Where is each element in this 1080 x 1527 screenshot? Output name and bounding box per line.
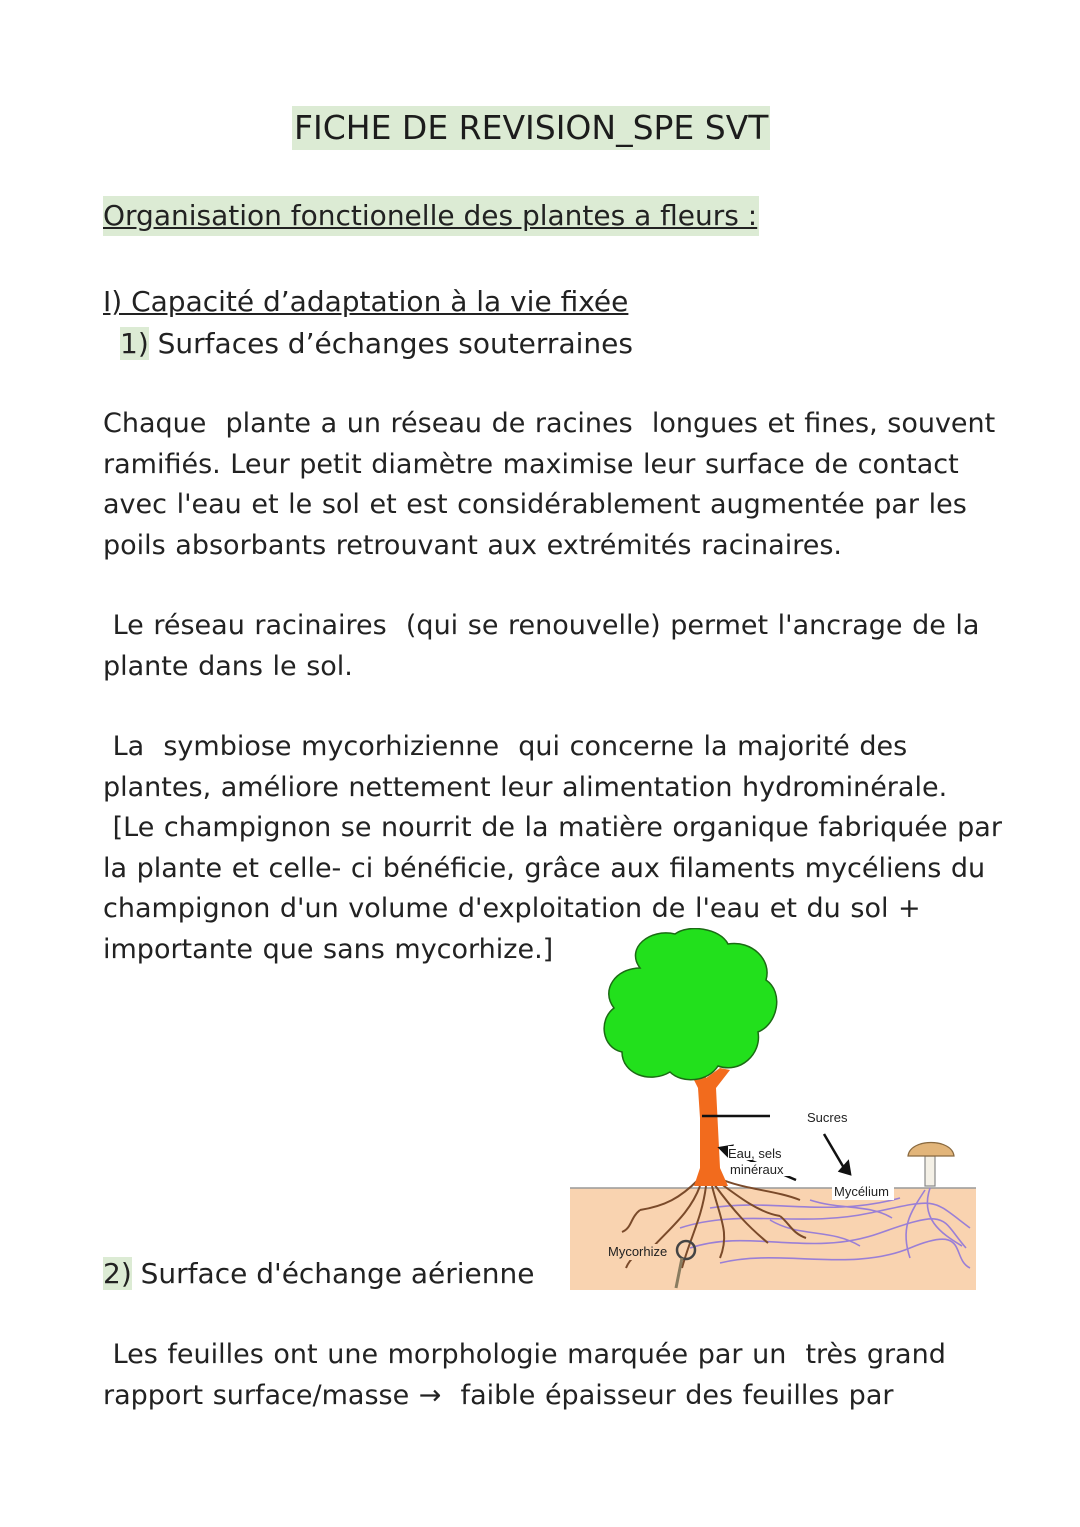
mycorrhiza-diagram bbox=[570, 928, 976, 1292]
page-title: FICHE DE REVISION_SPE SVT bbox=[292, 106, 770, 150]
subheading-1-text: Surfaces d’échanges souterraines bbox=[148, 327, 633, 360]
subheading-2 bbox=[103, 1256, 534, 1292]
paragraph-roots: Chaque plante a un réseau de racines longues et fines, souvent ramifiés. Leur petit diamètre maximise leur surface de contact avec l'eau et le sol et est considérablement augmentée par les poils absorbants retrouvant aux extrémités racinaires. bbox=[103, 408, 996, 561]
label-mycelium: Mycélium bbox=[834, 1184, 889, 1199]
heading-1: I) Capacité d’adaptation à la vie fixée bbox=[103, 285, 629, 318]
label-sugars: Sucres bbox=[807, 1110, 848, 1125]
label-water-1: Eau, sels bbox=[728, 1146, 782, 1161]
subheading-2-number: 2) bbox=[103, 1257, 132, 1290]
subheading-1 bbox=[120, 326, 633, 362]
subheading-1-number: 1) bbox=[120, 327, 149, 360]
label-mycorrhiza: Mycorhize bbox=[608, 1244, 668, 1259]
paragraph-mycorrhiza: La symbiose mycorhizienne qui concerne la majorité des plantes, améliore nettement leur alimentation hydrominérale. [Le champignon se nourrit de la matière organique fabriquée par la plante et celle- ci bénéficie, grâce aux filaments mycéliens du champignon d'un volume d'exploitation de l'eau et du sol + importante que sans mycorhize.] bbox=[103, 731, 1002, 965]
section-title: Organisation fonctionelle des plantes a fleurs : bbox=[103, 196, 759, 236]
paragraph-anchoring: Le réseau racinaires (qui se renouvelle) permet l'ancrage de la plante dans le sol. bbox=[103, 610, 980, 682]
subheading-2-text: Surface d'échange aérienne bbox=[131, 1257, 535, 1290]
label-water-2: minéraux bbox=[730, 1162, 784, 1177]
paragraph-leaves: Les feuilles ont une morphologie marquée par un très grand rapport surface/masse → faible épaisseur des feuilles par bbox=[103, 1339, 946, 1411]
